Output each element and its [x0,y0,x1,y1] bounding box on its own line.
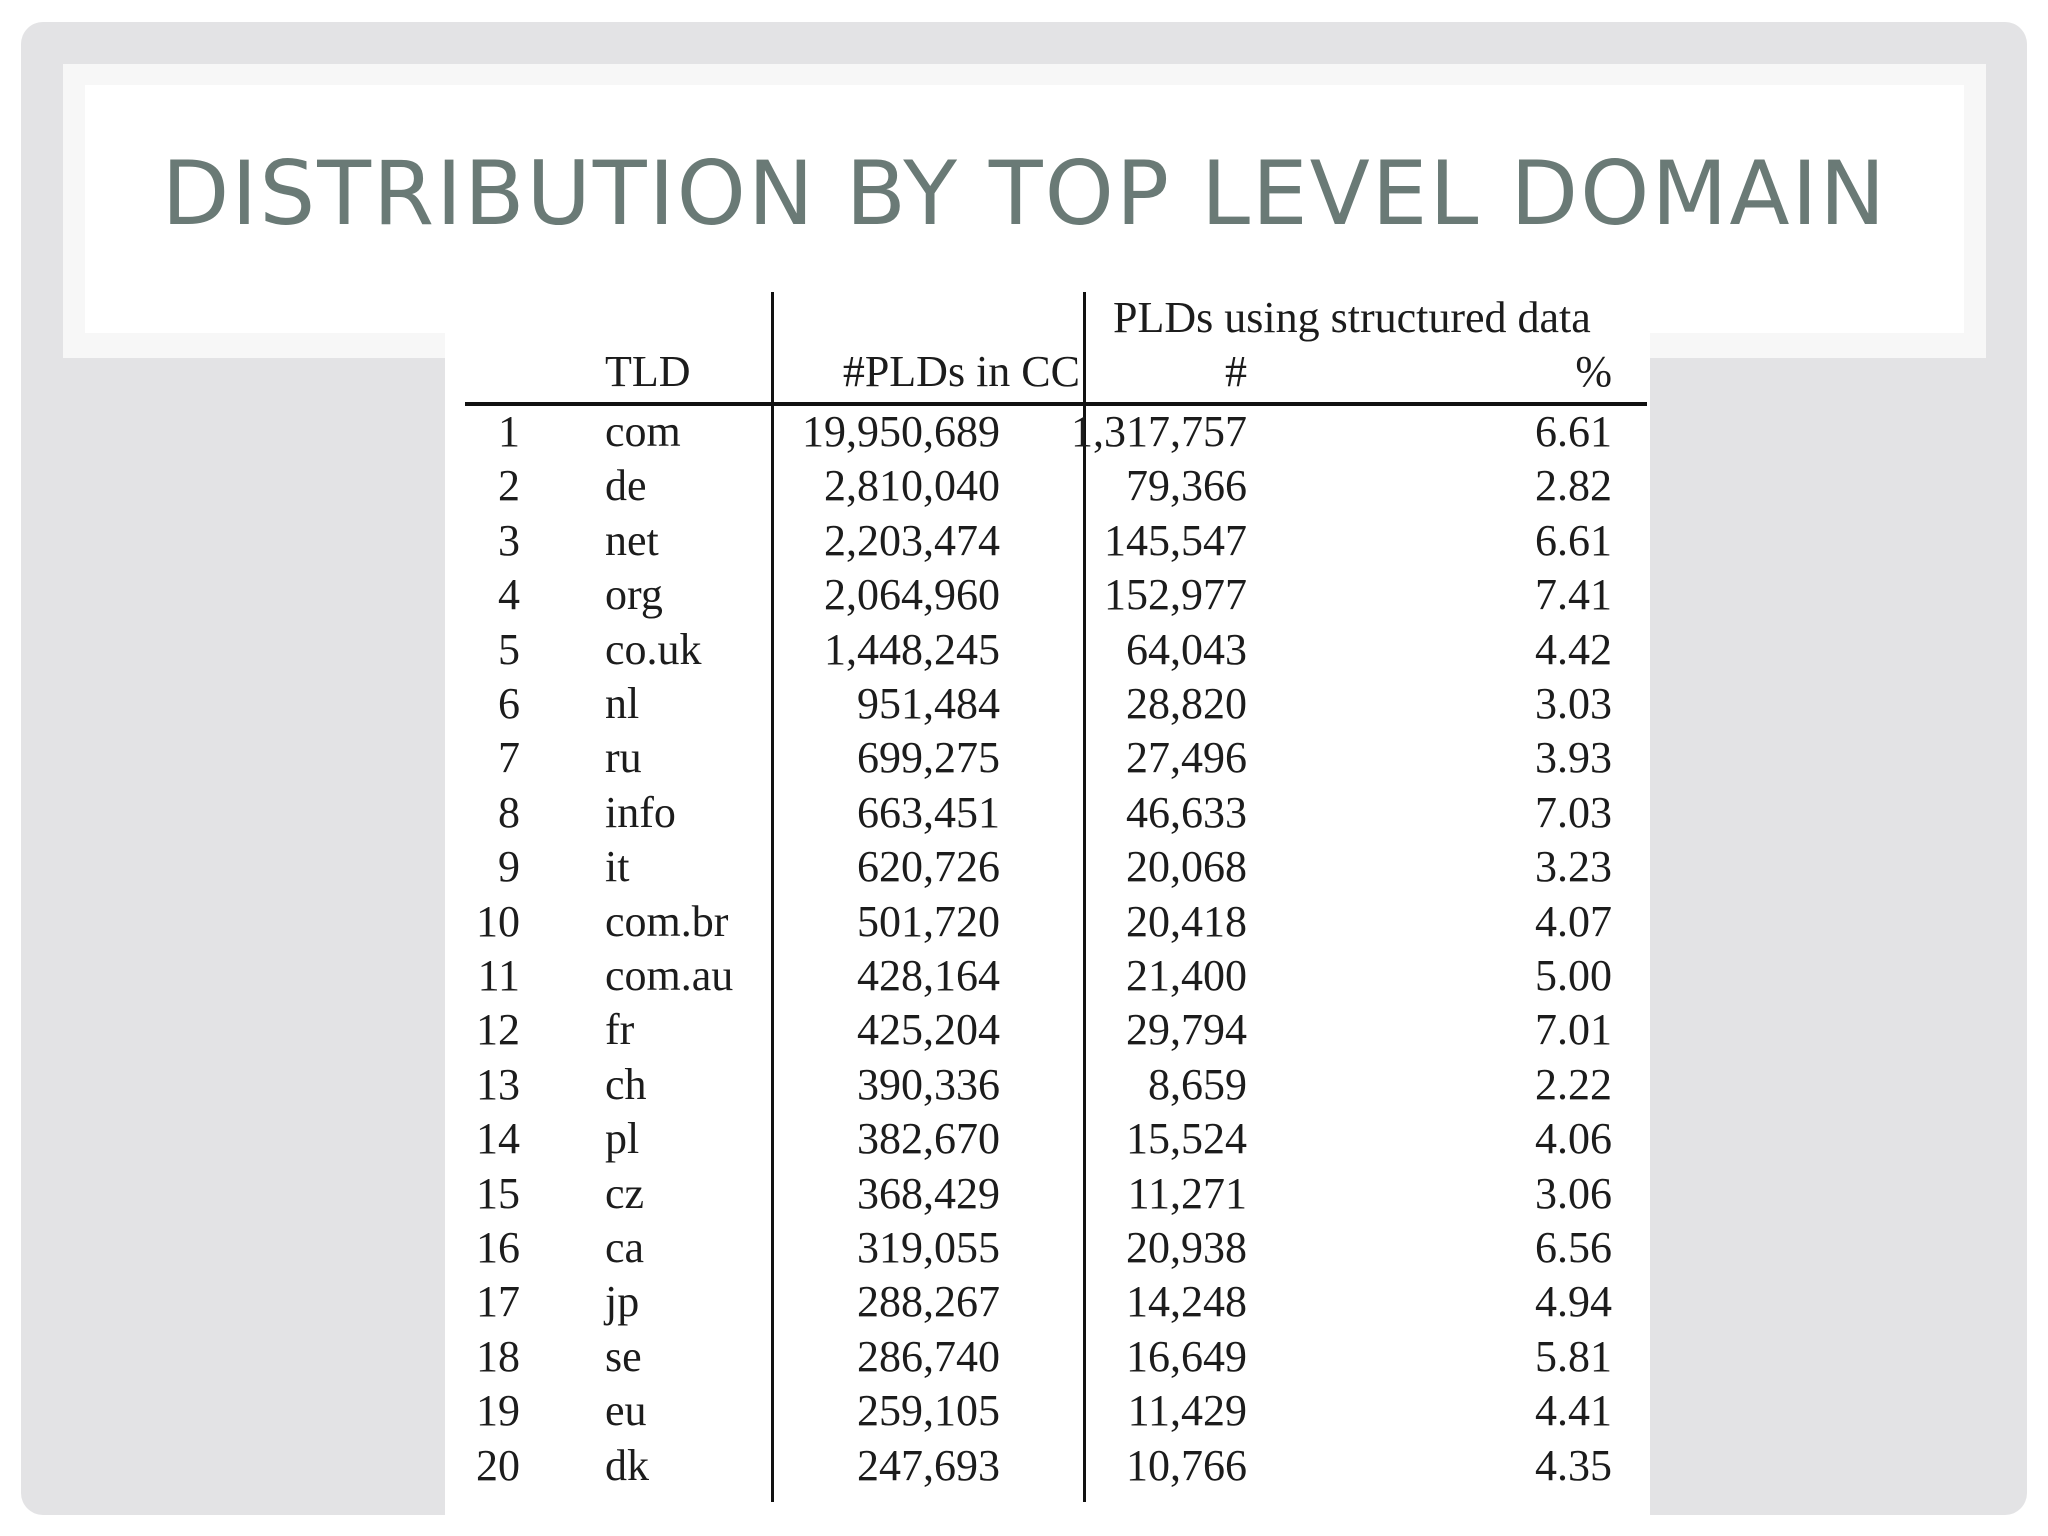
percent-cell: 3.06 [1535,1168,1612,1218]
table-row [445,461,1650,518]
table-row [445,787,1650,845]
plds-in-cc-cell: 501,720 [857,896,1000,946]
plds-in-cc-cell: 247,693 [857,1440,1000,1490]
plds-in-cc-cell: 699,275 [857,733,1000,783]
rank-cell: 7 [498,733,520,783]
percent-cell: 3.93 [1535,733,1612,783]
rank-cell: 16 [476,1223,520,1272]
rank-cell: 20 [476,1440,520,1490]
tld-cell: info [605,787,676,837]
percent-cell: 6.61 [1535,515,1612,565]
tld-cell: ch [605,1059,647,1109]
rank-cell: 9 [498,842,520,892]
rank-cell: 6 [498,679,520,728]
plds-in-cc-cell: 390,336 [857,1059,1000,1109]
tld-cell: co.uk [605,624,702,674]
header-tld: TLD [605,347,691,396]
rank-cell: 15 [476,1168,520,1218]
tld-cell: com.br [605,896,729,946]
header-plds-in-cc: #PLDs in CC [842,347,1080,396]
plds-in-cc-cell: 663,451 [857,787,1000,837]
header-count: # [1225,347,1247,396]
rank-cell: 19 [476,1386,520,1436]
tld-cell: net [605,515,659,565]
rank-cell: 14 [476,1114,520,1164]
plds-in-cc-cell: 382,670 [857,1114,1000,1164]
tld-cell: it [605,842,630,892]
tld-table [445,292,1650,1516]
table-row [445,733,1650,790]
tld-cell: dk [605,1440,649,1490]
count-cell: 21,400 [1126,951,1247,1000]
percent-cell: 6.56 [1535,1223,1612,1272]
count-cell: 14,248 [1126,1277,1247,1327]
percent-cell: 3.23 [1535,842,1612,892]
plds-in-cc-cell: 2,203,474 [824,515,1000,565]
percent-cell: 4.94 [1535,1277,1612,1327]
count-cell: 145,547 [1104,515,1247,565]
table-row [445,896,1650,954]
table-row [445,1386,1650,1443]
plds-in-cc-cell: 19,950,689 [802,407,1000,456]
rank-cell: 17 [476,1277,520,1327]
percent-cell: 5.00 [1535,951,1612,1000]
percent-cell: 5.81 [1535,1331,1612,1381]
tld-cell: ru [605,733,642,783]
percent-cell: 4.42 [1535,624,1612,674]
plds-in-cc-cell: 319,055 [857,1223,1000,1272]
count-cell: 20,068 [1126,842,1247,892]
plds-in-cc-cell: 425,204 [857,1005,1000,1055]
header-rule [465,402,1647,406]
count-cell: 20,938 [1126,1223,1247,1272]
table-row [445,570,1650,627]
tld-cell: com.au [605,951,734,1000]
table-row [445,1114,1650,1171]
tld-cell: se [605,1331,642,1381]
count-cell: 64,043 [1126,624,1247,674]
percent-cell: 6.61 [1535,407,1612,456]
percent-cell: 4.06 [1535,1114,1612,1164]
percent-cell: 4.07 [1535,896,1612,946]
percent-cell: 4.35 [1535,1440,1612,1490]
rank-cell: 18 [476,1331,520,1381]
table-row [445,1168,1650,1226]
table-row [445,1059,1650,1117]
count-cell: 10,766 [1126,1440,1247,1490]
rank-cell: 11 [477,951,520,1000]
plds-in-cc-cell: 951,484 [857,679,1000,728]
table-row [445,1277,1650,1334]
table-row [445,515,1650,573]
count-cell: 1,317,757 [1071,407,1247,456]
tld-cell: pl [605,1114,640,1164]
count-cell: 28,820 [1126,679,1247,728]
rank-cell: 10 [476,896,520,946]
count-cell: 16,649 [1126,1331,1247,1381]
rank-cell: 4 [498,570,520,620]
tld-cell: fr [605,1005,635,1055]
plds-in-cc-cell: 286,740 [857,1331,1000,1381]
plds-in-cc-cell: 368,429 [857,1168,1000,1218]
rank-cell: 2 [498,461,520,511]
tld-cell: jp [605,1277,640,1327]
rank-cell: 1 [498,407,520,456]
header-percent: % [1575,347,1612,396]
rank-cell: 3 [498,515,520,565]
table-row [445,1440,1650,1498]
tld-cell: ca [605,1223,645,1272]
percent-cell: 2.22 [1535,1059,1612,1109]
table-row [445,951,1650,1008]
count-cell: 152,977 [1104,570,1247,620]
count-cell: 46,633 [1126,787,1247,837]
tld-cell: eu [605,1386,647,1436]
count-cell: 27,496 [1126,733,1247,783]
count-cell: 79,366 [1126,461,1247,511]
percent-cell: 7.41 [1535,570,1612,620]
count-cell: 11,271 [1127,1168,1247,1218]
tld-cell: org [605,570,663,620]
group-header: PLDs using structured data [1113,293,1591,342]
plds-in-cc-cell: 288,267 [857,1277,1000,1327]
table-row [445,1005,1650,1062]
tld-cell: de [605,461,647,511]
tld-cell: cz [605,1168,645,1218]
rank-cell: 13 [476,1059,520,1109]
plds-in-cc-cell: 428,164 [857,951,1000,1000]
plds-in-cc-cell: 620,726 [857,842,1000,892]
table-row [445,1223,1650,1280]
percent-cell: 7.01 [1535,1005,1612,1055]
table-row [445,1331,1650,1389]
rank-cell: 12 [476,1005,520,1055]
plds-in-cc-cell: 259,105 [857,1386,1000,1436]
rank-cell: 5 [498,624,520,674]
table-row [445,624,1650,682]
percent-cell: 3.03 [1535,679,1612,728]
tld-cell: nl [605,679,640,728]
table-row [445,842,1650,899]
plds-in-cc-cell: 2,810,040 [824,461,1000,511]
count-cell: 15,524 [1126,1114,1247,1164]
percent-cell: 2.82 [1535,461,1612,511]
rank-cell: 8 [498,787,520,837]
count-cell: 20,418 [1126,896,1247,946]
tld-cell: com [605,407,681,456]
table-row [445,407,1650,464]
plds-in-cc-cell: 2,064,960 [824,570,1000,620]
count-cell: 29,794 [1126,1005,1247,1055]
percent-cell: 4.41 [1535,1386,1612,1436]
plds-in-cc-cell: 1,448,245 [824,624,1000,674]
slide-title: DISTRIBUTION BY TOP LEVEL DOMAIN [161,142,1888,245]
count-cell: 8,659 [1148,1059,1247,1109]
count-cell: 11,429 [1127,1386,1247,1436]
table-row [445,679,1650,736]
percent-cell: 7.03 [1535,787,1612,837]
